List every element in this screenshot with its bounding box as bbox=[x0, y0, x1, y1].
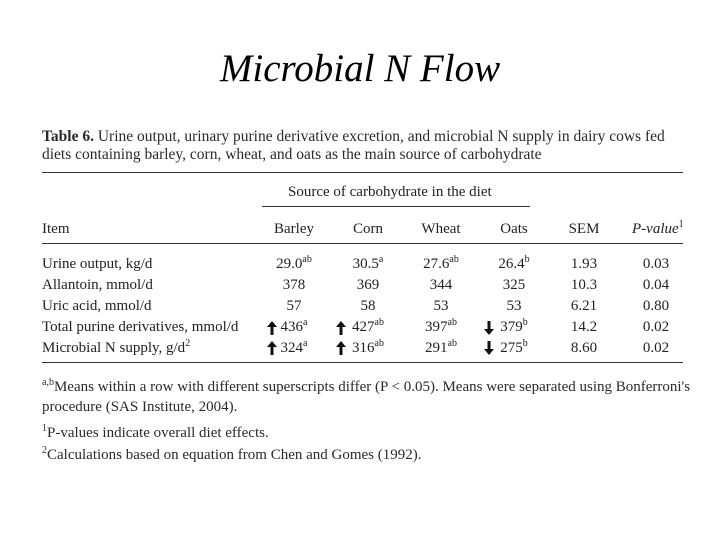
cell-corn bbox=[333, 256, 403, 273]
cell-pvalue: 0.04 bbox=[642, 277, 670, 293]
col-barley: Barley bbox=[274, 221, 314, 237]
up-arrow-icon bbox=[334, 340, 348, 356]
cell-corn-sup: ab bbox=[374, 338, 384, 349]
cell-barley bbox=[259, 277, 329, 294]
cell-wheat-sup: ab bbox=[447, 338, 457, 349]
cell-barley-value: 436 bbox=[280, 319, 304, 335]
table-caption bbox=[42, 128, 682, 164]
cell-corn-value: 369 bbox=[356, 277, 380, 293]
col-pvalue bbox=[632, 221, 684, 238]
cell-pvalue: 0.02 bbox=[642, 319, 670, 335]
row-item-label bbox=[42, 256, 152, 273]
cell-oats-value: 26.4 bbox=[498, 256, 525, 272]
bottom-rule bbox=[42, 362, 683, 363]
up-arrow-icon bbox=[334, 320, 348, 336]
table-caption-text: Urine output, urinary purine derivative excretion, and microbial N supply in dairy cows fed diets containing barley, corn, wheat, and oats as the main source of carbohydrate bbox=[42, 128, 665, 163]
cell-corn-value: 427 bbox=[352, 319, 375, 335]
cell-wheat bbox=[406, 319, 476, 336]
col-wheat: Wheat bbox=[421, 221, 461, 237]
footnote-1-sup: 1 bbox=[42, 423, 47, 434]
down-arrow-icon bbox=[482, 340, 496, 356]
cell-wheat-value: 344 bbox=[429, 277, 453, 293]
table-label: Table 6. bbox=[42, 128, 94, 145]
row-item-text: Urine output, kg/d bbox=[42, 256, 153, 272]
cell-wheat bbox=[406, 277, 476, 294]
top-rule bbox=[42, 172, 683, 173]
col-oats: Oats bbox=[500, 221, 528, 237]
cell-oats-sup: b bbox=[522, 317, 528, 328]
row-item-text: Total purine derivatives, mmol/d bbox=[42, 319, 239, 335]
row-item-label bbox=[42, 298, 152, 315]
group-rule bbox=[262, 206, 530, 207]
cell-sem: 6.21 bbox=[570, 298, 598, 314]
row-item-text: Allantoin, mmol/d bbox=[42, 277, 153, 293]
cell-corn-value: 58 bbox=[360, 298, 376, 314]
cell-wheat-sup: ab bbox=[449, 254, 459, 265]
cell-corn bbox=[333, 277, 403, 294]
cell-sem: 8.60 bbox=[570, 340, 598, 356]
row-item-label bbox=[42, 319, 238, 336]
footnote-ab bbox=[42, 378, 692, 396]
cell-wheat bbox=[406, 298, 476, 315]
footnote-2-sup: 2 bbox=[42, 445, 47, 456]
slide-title: Microbial N Flow bbox=[219, 47, 501, 90]
cell-barley bbox=[259, 298, 329, 315]
row-item-label bbox=[42, 277, 153, 294]
cell-oats-value: 53 bbox=[506, 298, 522, 314]
cell-wheat-sup: ab bbox=[447, 317, 457, 328]
cell-wheat bbox=[406, 340, 476, 357]
footnote-ab-cont: procedure (SAS Institute, 2004). bbox=[42, 399, 238, 415]
cell-oats bbox=[479, 298, 549, 315]
cell-barley-sup: ab bbox=[302, 254, 312, 265]
cell-wheat-value: 291 bbox=[425, 340, 448, 356]
cell-wheat-value: 53 bbox=[433, 298, 449, 314]
cell-barley-value: 57 bbox=[286, 298, 302, 314]
cell-corn-value: 316 bbox=[352, 340, 375, 356]
cell-corn-value: 30.5 bbox=[352, 256, 379, 272]
footnote-ab-sup: a,b bbox=[42, 377, 54, 388]
cell-sem: 10.3 bbox=[570, 277, 598, 293]
cell-wheat bbox=[406, 256, 476, 273]
cell-oats-sup: b bbox=[524, 254, 530, 265]
col-pvalue-sup: 1 bbox=[678, 219, 684, 230]
row-item-label bbox=[42, 340, 190, 357]
down-arrow-icon bbox=[482, 320, 496, 336]
cell-barley-sup: a bbox=[303, 338, 308, 349]
cell-barley-value: 324 bbox=[280, 340, 304, 356]
footnote-1 bbox=[42, 424, 269, 442]
footnote-2 bbox=[42, 446, 422, 464]
cell-corn-sup: a bbox=[378, 254, 384, 265]
cell-oats-value: 379 bbox=[500, 319, 523, 335]
cell-barley-sup: a bbox=[303, 317, 308, 328]
row-item-text: Uric acid, mmol/d bbox=[42, 298, 152, 314]
cell-barley bbox=[259, 256, 329, 273]
col-pvalue-label: P-value bbox=[632, 221, 679, 237]
cell-wheat-value: 397 bbox=[425, 319, 448, 335]
cell-barley-value: 378 bbox=[282, 277, 306, 293]
up-arrow-icon bbox=[265, 320, 279, 336]
col-item: Item bbox=[42, 221, 70, 237]
cell-corn bbox=[333, 298, 403, 315]
row-item-sup: 2 bbox=[185, 338, 191, 349]
cell-oats-value: 325 bbox=[502, 277, 526, 293]
cell-oats-value: 275 bbox=[500, 340, 523, 356]
cell-oats bbox=[479, 277, 549, 294]
footnote-2-text: Calculations based on equation from Chen and Gomes (1992). bbox=[47, 447, 422, 463]
col-sem: SEM bbox=[568, 221, 600, 237]
footnote-ab-text: Means within a row with different superscripts differ (P < 0.05). Means were separated using Bonferroni's bbox=[53, 379, 691, 395]
group-header: Source of carbohydrate in the diet bbox=[288, 184, 492, 200]
cell-oats bbox=[479, 256, 549, 273]
cell-pvalue: 0.02 bbox=[642, 340, 670, 356]
cell-sem: 1.93 bbox=[570, 256, 598, 272]
footnote-1-text: P-values indicate overall diet effects. bbox=[47, 425, 269, 441]
cell-wheat-value: 27.6 bbox=[423, 256, 450, 272]
cell-corn-sup: ab bbox=[374, 317, 384, 328]
cell-pvalue: 0.80 bbox=[642, 298, 670, 314]
row-item-text: Microbial N supply, g/d bbox=[42, 340, 186, 356]
cell-sem: 14.2 bbox=[570, 319, 598, 335]
col-corn: Corn bbox=[353, 221, 383, 237]
up-arrow-icon bbox=[265, 340, 279, 356]
cell-oats-sup: b bbox=[522, 338, 528, 349]
header-rule bbox=[42, 243, 683, 244]
cell-barley-value: 29.0 bbox=[276, 256, 303, 272]
cell-pvalue: 0.03 bbox=[642, 256, 670, 272]
